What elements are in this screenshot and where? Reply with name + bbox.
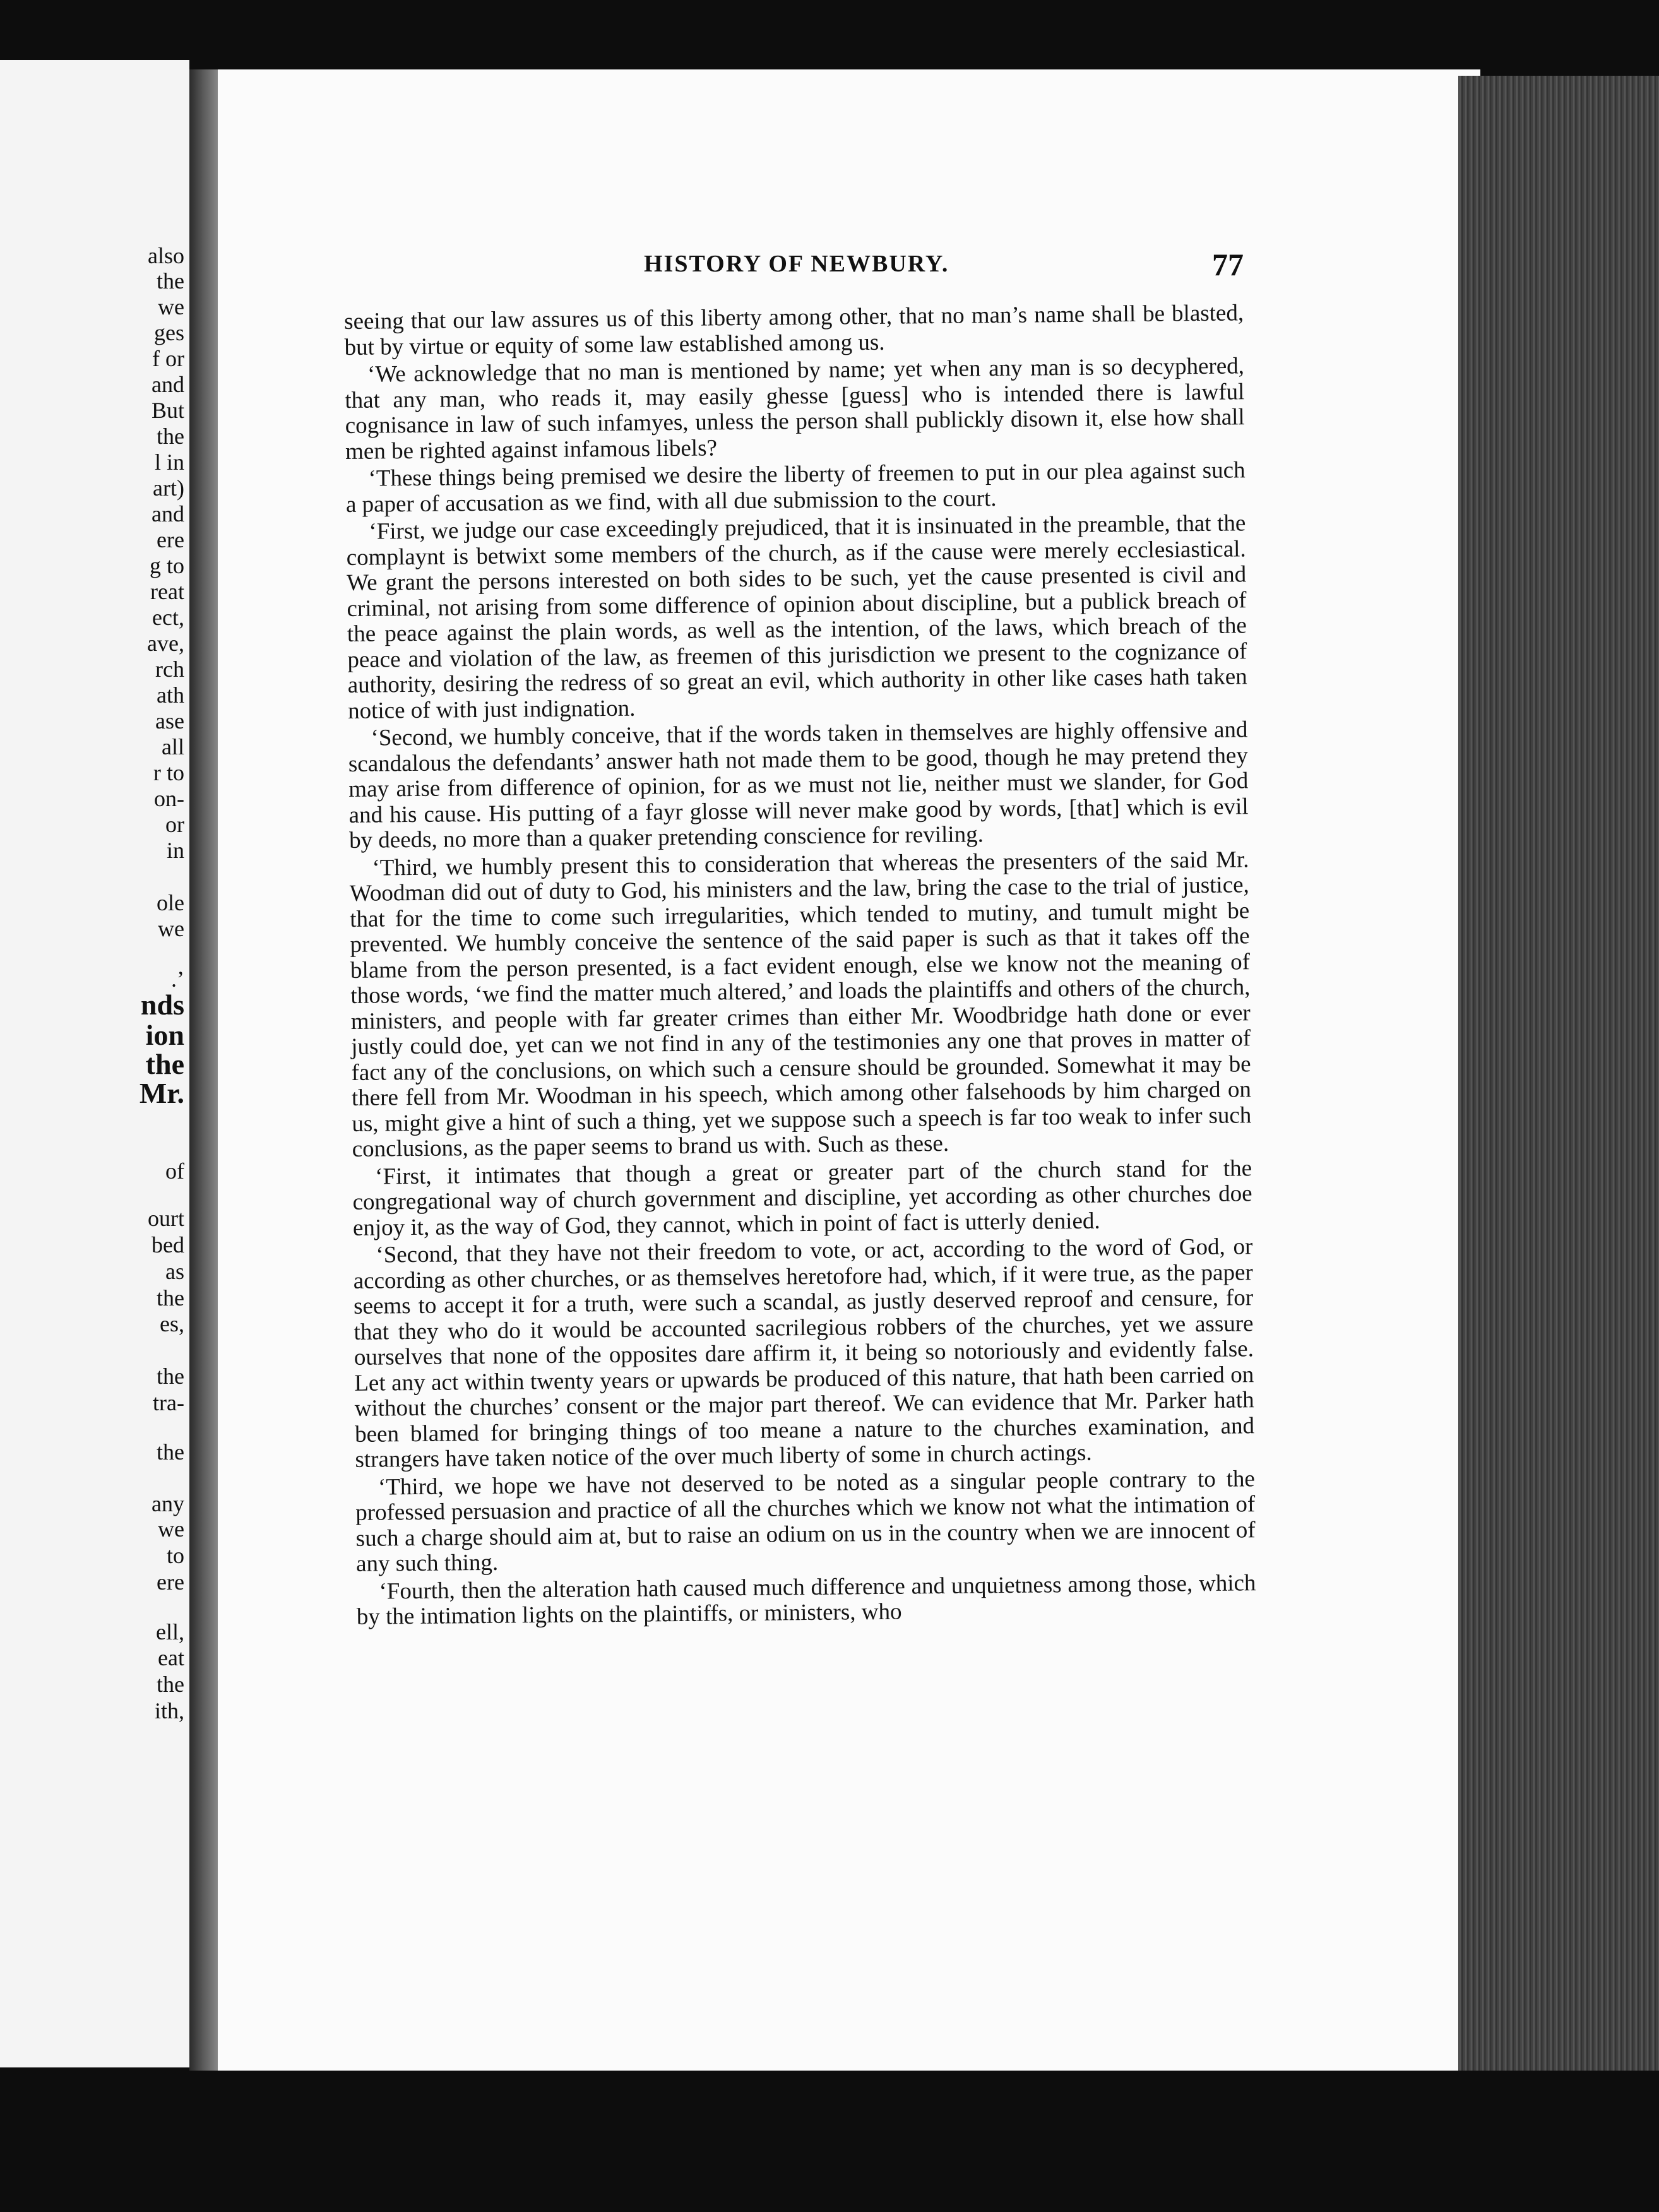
paragraph: ‘These things being premised we desire the liberty of freemen to put in our plea against such a paper of accusation as we find, with all due submission to the court.	[345, 457, 1246, 518]
facing-page-fragment: the	[145, 1048, 184, 1080]
facing-page-fragment: the	[157, 268, 184, 294]
facing-page	[0, 60, 189, 2067]
facing-page-fragment: ell,	[156, 1619, 184, 1644]
paragraph: ‘Third, we hope we have not deserved to be noted as a singular people contrary to the professed persuasion and practice of all the churches which we know not what the intimation of such a charge should aim at, but to raise an odium on us in the country when we are innocent of any such thing.	[355, 1465, 1256, 1577]
page-body	[344, 300, 1256, 1630]
running-title: HISTORY OF NEWBURY.	[644, 251, 949, 277]
facing-page-fragment: the	[157, 1364, 184, 1389]
facing-page-fragment: ere	[157, 527, 184, 552]
facing-page-fragment: all	[162, 734, 184, 759]
facing-page-fragment: tra-	[153, 1390, 184, 1415]
facing-page-fragment: ges	[154, 320, 184, 345]
facing-page-fragment: eat	[158, 1645, 184, 1670]
facing-page-fragment: on-	[154, 786, 184, 811]
facing-page-fragment: .’	[171, 966, 184, 992]
facing-page-fragment: ase	[155, 708, 184, 734]
facing-page-fragment: reat	[150, 579, 184, 604]
page-header	[644, 246, 1244, 284]
facing-page-fragment: in	[166, 838, 184, 863]
facing-page-fragment: as	[165, 1259, 184, 1284]
facing-page-fragment: ath	[157, 682, 184, 708]
facing-page-fragment: any	[152, 1491, 184, 1516]
facing-page-fragment: ourt	[148, 1206, 184, 1231]
paragraph: ‘Fourth, then the alteration hath caused much difference and unquietness among those, which by the intimation lights on the plaintiffs, or ministers, who	[356, 1569, 1256, 1630]
facing-page-fragment: we	[158, 1516, 184, 1542]
facing-page-fragment: bed	[152, 1232, 184, 1258]
paragraph: ‘First, it intimates that though a great or greater part of the church stand for the congregational way of church government and discipline, yet according as other churches doe enjoy it, as the way of God, they cannot, which in point of fact is utterly denied.	[352, 1155, 1252, 1241]
facing-page-fragment: also	[148, 243, 184, 268]
facing-page-fragment: rch	[155, 657, 184, 682]
paragraph: ‘Third, we humbly present this to consideration that whereas the presenters of the said Mr. Woodman did out of duty to God, his ministers and the law, bring the case to the trial of justice, that for the time to come such irregularities, which tended to mutiny, and tumult might be prevented. We humbly conceive the sentence of the said paper is such as that it takes off the blame from the person presented, is a fact evident enough, else we know not the meaning of those words, ‘we find the matter much altered,’ and loads the plaintiffs and others of the church, ministers, and people with far greater crimes than either Mr. Woodbridge hath done or ever justly could doe, yet can we not find in any of the testimonies any one that proves in matter of fact any of the conclusions, on which such a censure should be grounded. Somewhat it may be there fell from Mr. Woodman in his speech, which among other falsehoods by him charged on us, might give a hint of such a thing, yet we suppose such a speech is far too weak to infer such conclusions, as the paper seems to brand us with. Such as these.	[349, 846, 1252, 1162]
paragraph: ‘Second, that they have not their freedom to vote, or act, according to the word of God, or according as other churches, or as themselves heretofore had, which, if it were true, as the paper seems to accept it for a truth, were such a scandal, as justly deserved reproof and censure, for that they who do it would be accounted sacrilegious robbers of the churches, yet we assure ourselves that none of the opposites dare affirm it, it being so notoriously and evidently false. Let any act within twenty years or upwards be produced of this nature, that hath been carried on without the churches’ consent or the major part thereof. We can evidence that Mr. Parker hath been blamed for bringing things of too meane a nature to the churches examination, and strangers have taken notice of the over much liberty of some in church actings.	[353, 1234, 1255, 1473]
facing-page-fragment: ect,	[152, 605, 184, 630]
paragraph: seeing that our law assures us of this liberty among other, that no man’s name shall be blasted, but by virtue or equity of some law established among us.	[343, 300, 1244, 360]
facing-page-fragment: or	[165, 812, 184, 837]
facing-page-fragment: to	[166, 1543, 184, 1568]
facing-page-fragment: l in	[154, 449, 184, 475]
facing-page-fragment: g to	[149, 553, 184, 578]
facing-page-fragment: the	[157, 1285, 184, 1311]
facing-page-fragment: and	[152, 372, 184, 397]
facing-page-fragment: the	[157, 1672, 184, 1697]
facing-page-fragment: ere	[157, 1569, 184, 1595]
page-number: 77	[1212, 247, 1244, 282]
facing-page-fragment: es,	[160, 1311, 184, 1336]
facing-page-fragment: ith,	[154, 1698, 184, 1723]
facing-page-fragment: art)	[153, 475, 184, 501]
facing-page-fragment: ole	[157, 890, 184, 915]
facing-page-fragment: Mr.	[139, 1077, 184, 1109]
facing-page-fragment: f or	[152, 346, 184, 371]
facing-page-fragment: we	[158, 294, 184, 319]
facing-page-fragment: ave,	[147, 631, 184, 656]
facing-page-fragment: But	[151, 398, 184, 423]
book-page-edges	[1458, 76, 1659, 2071]
facing-page-fragment: ion	[145, 1019, 184, 1051]
paragraph: ‘We acknowledge that no man is mentioned by name; yet when any man is so decyphered, that any man, who reads it, may easily ghesse [guess] who is intended there is lawful cognisance in law of such infamyes, unless the person shall publickly disown it, else how shall men be righted against infamous libels?	[345, 353, 1245, 465]
facing-page-fragment: the	[157, 424, 184, 449]
paragraph: ‘Second, we humbly conceive, that if the words taken in themselves are highly offensive and scandalous the defendants’ answer hath not made them to be good, though he may pretend they may arise from difference of opinion, for as we must not lie, neither must we slander, for God and his cause. His putting of a fayr glosse will never make good by words, [that] which is evil by deeds, no more than a quaker pretending conscience for reviling.	[348, 717, 1249, 853]
facing-page-fragment: of	[165, 1158, 184, 1184]
facing-page-fragment: nds	[140, 989, 184, 1021]
facing-page-fragment: the	[157, 1439, 184, 1465]
paragraph: ‘First, we judge our case exceedingly prejudiced, that it is insinuated in the preamble, that the complaynt is betwixt some members of the church, as if the cause were merely ecclesiastical. We grant the persons interested on both sides to be such, yet the cause presented is civil and criminal, not arising from some difference of opinion about discipline, but a publick breach of the peace against the plain words, as well as the intention, of the laws, which breach of the peace and violation of the law, as freemen of this jurisdiction we present to the cognizance of authority, desiring the redress of so great an evil, which authority in other like cases hath taken notice of with just indignation.	[346, 510, 1247, 724]
facing-page-fragment: and	[152, 501, 184, 526]
facing-page-fragment: we	[158, 916, 184, 941]
facing-page-fragment: r to	[153, 760, 184, 785]
